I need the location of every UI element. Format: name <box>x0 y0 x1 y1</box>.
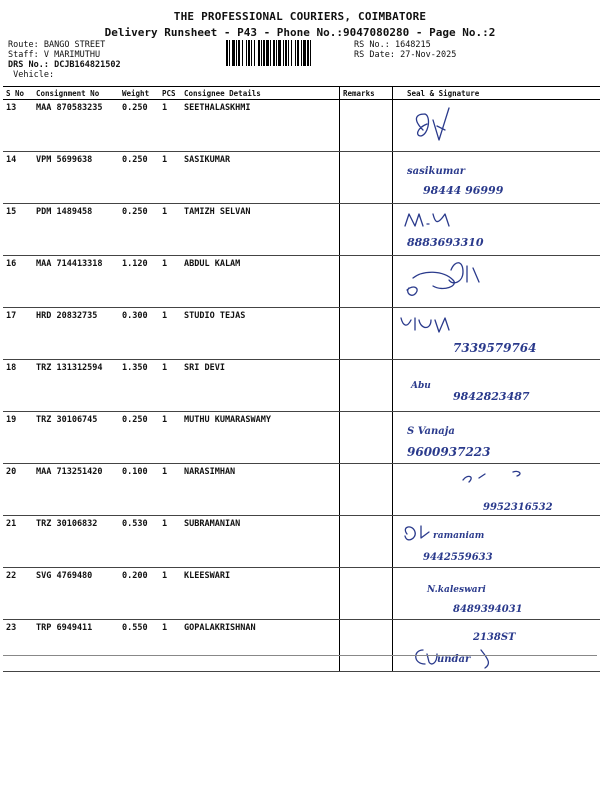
row-pcs: 1 <box>159 360 181 412</box>
row-sno: 18 <box>3 360 33 412</box>
row-consignment: TRP 6949411 <box>33 620 119 672</box>
svg-text:8883693310: 8883693310 <box>407 236 484 249</box>
row-pcs: 1 <box>159 308 181 360</box>
row-signature <box>393 360 600 412</box>
row-signature <box>393 204 600 256</box>
row-consignee: NARASIMHAN <box>181 464 340 516</box>
row-remarks <box>340 152 393 204</box>
handwritten-signature-icon <box>393 568 600 620</box>
row-consignment: TRZ 131312594 <box>33 360 119 412</box>
handwritten-signature-icon <box>393 464 600 516</box>
row-sno: 15 <box>3 204 33 256</box>
row-weight: 0.300 <box>119 308 159 360</box>
row-pcs: 1 <box>159 412 181 464</box>
handwritten-signature-icon <box>393 152 600 204</box>
row-pcs: 1 <box>159 204 181 256</box>
row-remarks <box>340 308 393 360</box>
col-pcs: PCS <box>159 87 181 100</box>
staff-value: V MARIMUTHU <box>43 50 101 60</box>
rs-no-line: RS No.: 1648215 <box>354 40 431 50</box>
info-right <box>354 40 456 60</box>
row-signature <box>393 308 600 360</box>
row-signature <box>393 412 600 464</box>
row-consignment: MAA 713251420 <box>33 464 119 516</box>
row-sno: 13 <box>3 100 33 152</box>
svg-text:Abu: Abu <box>411 381 431 391</box>
handwritten-signature-icon <box>393 516 600 568</box>
barcode-bar <box>311 40 313 66</box>
row-signature <box>393 464 600 516</box>
table-row <box>3 204 600 256</box>
row-weight: 0.250 <box>119 100 159 152</box>
svg-text:sasikumar: sasikumar <box>407 166 466 177</box>
row-pcs: 1 <box>159 516 181 568</box>
handwritten-signature-icon <box>393 100 600 152</box>
row-remarks <box>340 464 393 516</box>
svg-text:N.kaleswari: N.kaleswari <box>427 585 486 595</box>
row-pcs: 1 <box>159 152 181 204</box>
row-remarks <box>340 256 393 308</box>
row-consignment: SVG 4769480 <box>33 568 119 620</box>
route-line: Route: BANGO STREET <box>8 40 106 50</box>
col-consignee: Consignee Details <box>181 87 340 100</box>
handwritten-signature-icon <box>393 360 600 412</box>
row-sno: 23 <box>3 620 33 672</box>
row-sno: 22 <box>3 568 33 620</box>
row-consignment: VPM 5699638 <box>33 152 119 204</box>
table-row <box>3 100 600 152</box>
company-title: THE PROFESSIONAL COURIERS, COIMBATORE <box>173 10 427 23</box>
staff-line: Staff: V MARIMUTHU <box>8 50 101 60</box>
row-pcs: 1 <box>159 620 181 672</box>
drs-line: DRS No.: DCJB164821502 <box>8 60 121 70</box>
row-consignee: SEETHALASKHMI <box>181 100 340 152</box>
table-row <box>3 620 600 672</box>
row-weight: 0.250 <box>119 204 159 256</box>
row-consignee: GOPALAKRISHNAN <box>181 620 340 672</box>
row-consignment: PDM 1489458 <box>33 204 119 256</box>
row-signature <box>393 152 600 204</box>
svg-text:7339579764: 7339579764 <box>453 341 537 355</box>
row-signature <box>393 256 600 308</box>
row-weight: 1.350 <box>119 360 159 412</box>
table-row <box>3 568 600 620</box>
row-weight: 0.250 <box>119 152 159 204</box>
row-pcs: 1 <box>159 568 181 620</box>
svg-text:9952316532: 9952316532 <box>483 502 553 513</box>
runsheet-table <box>3 86 600 672</box>
table-row <box>3 308 600 360</box>
row-remarks <box>340 100 393 152</box>
row-sno: 21 <box>3 516 33 568</box>
col-sno: S No <box>3 87 33 100</box>
row-sno: 20 <box>3 464 33 516</box>
row-weight: 0.200 <box>119 568 159 620</box>
row-consignee: ABDUL KALAM <box>181 256 340 308</box>
handwritten-signature-icon <box>393 204 600 256</box>
row-weight: 1.120 <box>119 256 159 308</box>
row-consignment: MAA 714413318 <box>33 256 119 308</box>
row-consignment: MAA 870583235 <box>33 100 119 152</box>
barcode-icon <box>226 40 348 66</box>
row-pcs: 1 <box>159 100 181 152</box>
row-remarks <box>340 360 393 412</box>
row-sno: 14 <box>3 152 33 204</box>
row-pcs: 1 <box>159 464 181 516</box>
row-pcs: 1 <box>159 256 181 308</box>
svg-text:8489394031: 8489394031 <box>453 604 523 615</box>
row-weight: 0.250 <box>119 412 159 464</box>
route-value: BANGO STREET <box>43 40 106 50</box>
row-consignment: TRZ 30106832 <box>33 516 119 568</box>
svg-text:2138ST: 2138ST <box>473 632 516 643</box>
svg-text:ramaniam: ramaniam <box>433 531 485 541</box>
row-consignee: SRI DEVI <box>181 360 340 412</box>
row-remarks <box>340 568 393 620</box>
row-consignee: STUDIO TEJAS <box>181 308 340 360</box>
handwritten-signature-icon <box>393 412 600 464</box>
row-remarks <box>340 412 393 464</box>
runsheet-subtitle: Delivery Runsheet - P43 - Phone No.:9047080280 - Page No.:2 <box>104 26 496 39</box>
row-sno: 16 <box>3 256 33 308</box>
row-weight: 0.530 <box>119 516 159 568</box>
row-sno: 19 <box>3 412 33 464</box>
row-weight: 0.100 <box>119 464 159 516</box>
handwritten-signature-icon <box>393 256 600 308</box>
row-weight: 0.550 <box>119 620 159 672</box>
handwritten-signature-icon <box>393 308 600 360</box>
drs-value: DCJB164821502 <box>54 60 121 70</box>
svg-text:9600937223: 9600937223 <box>407 445 491 459</box>
col-signature: Seal & Signature <box>393 87 600 100</box>
row-consignment: HRD 20832735 <box>33 308 119 360</box>
rs-date-line: RS Date: 27-Nov-2025 <box>354 50 457 60</box>
row-signature <box>393 568 600 620</box>
table-row <box>3 152 600 204</box>
col-remarks: Remarks <box>340 87 393 100</box>
svg-text:98444 96999: 98444 96999 <box>423 184 504 197</box>
table-header-row <box>3 87 600 100</box>
row-signature <box>393 100 600 152</box>
rs-no-value: 1648215 <box>394 40 431 50</box>
row-remarks <box>340 516 393 568</box>
row-remarks <box>340 620 393 672</box>
row-sno: 17 <box>3 308 33 360</box>
row-consignment: TRZ 30106745 <box>33 412 119 464</box>
table-end-line <box>3 655 597 656</box>
handwritten-signature-icon <box>393 620 600 672</box>
svg-text:undar: undar <box>437 654 471 665</box>
vehicle-line: Vehicle: <box>13 70 55 80</box>
col-weight: Weight <box>119 87 159 100</box>
svg-text:9842823487: 9842823487 <box>453 390 530 403</box>
info-left <box>8 40 121 80</box>
rs-date-value: 27-Nov-2025 <box>400 50 457 60</box>
table-row <box>3 412 600 464</box>
row-consignee: KLEESWARI <box>181 568 340 620</box>
row-signature <box>393 620 600 672</box>
table-row <box>3 464 600 516</box>
row-consignee: SUBRAMANIAN <box>181 516 340 568</box>
svg-text:S Vanaja: S Vanaja <box>407 426 455 437</box>
table-row <box>3 516 600 568</box>
svg-text:9442559633: 9442559633 <box>423 552 493 563</box>
row-remarks <box>340 204 393 256</box>
row-consignee: MUTHU KUMARASWAMY <box>181 412 340 464</box>
table-row <box>3 360 600 412</box>
row-signature <box>393 516 600 568</box>
row-consignee: TAMIZH SELVAN <box>181 204 340 256</box>
table-row <box>3 256 600 308</box>
col-consignment: Consignment No <box>33 87 119 100</box>
row-consignee: SASIKUMAR <box>181 152 340 204</box>
